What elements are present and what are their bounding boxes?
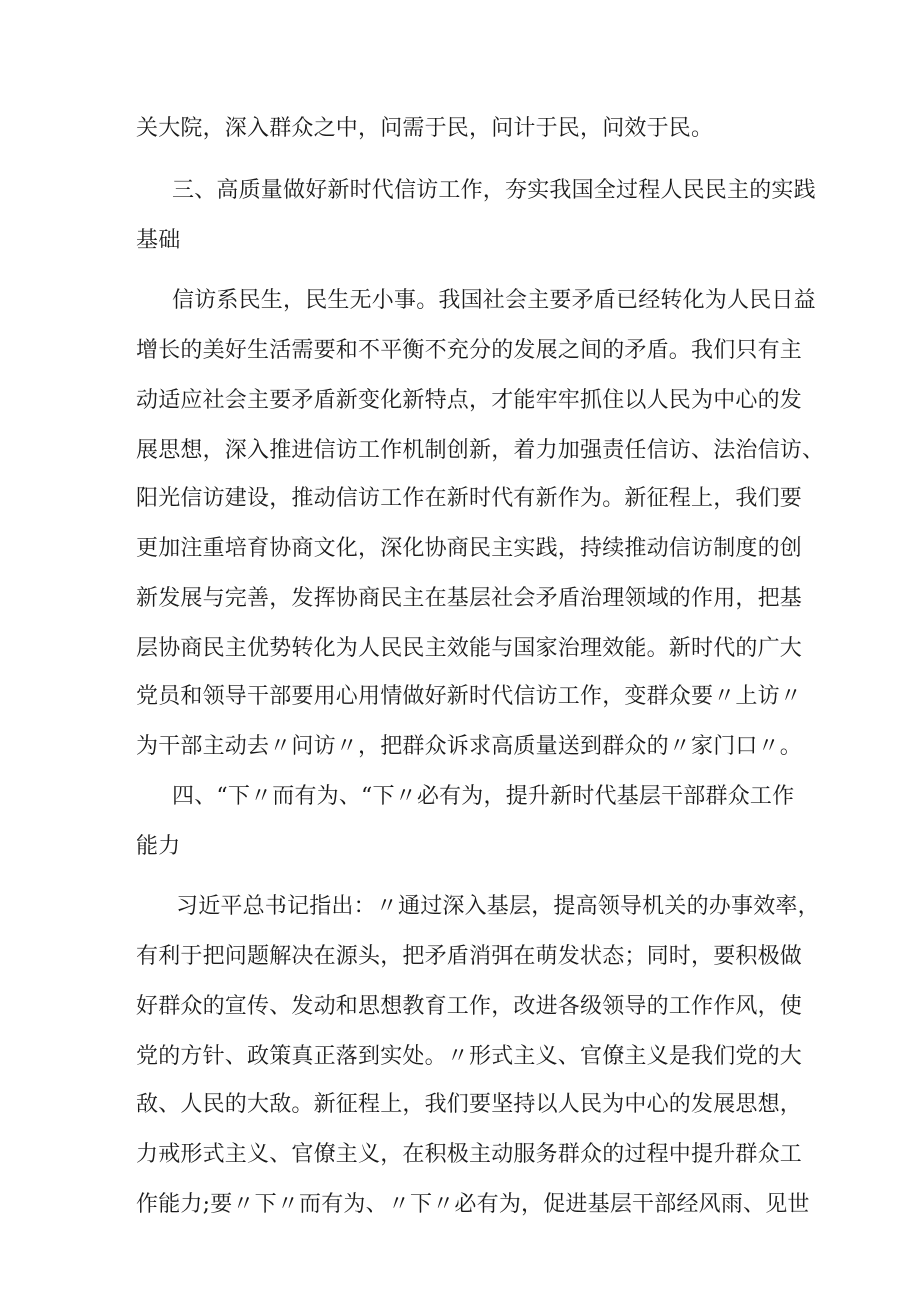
text-line: 展思想，深入推进信访工作机制创新，着力加强责任信访、法治信访、 [136, 438, 825, 463]
section-heading-4: 四、“下〃而有为、“下〃必有为，提升新时代基层干部群众工作 [172, 784, 795, 809]
text-line: 为干部主动去〃问访〃，把群众诉求高质量送到群众的〃家门口〃。 [136, 734, 803, 759]
text-line: 信访系民生，民生无小事。我国社会主要矛盾已经转化为人民日益 [172, 288, 816, 313]
text-line: 有利于把问题解决在源头，把矛盾消弭在萌发状态；同时，要积极做 [136, 944, 803, 969]
text-line: 习近平总书记指出：〃通过深入基层，提高领导机关的办事效率， [176, 894, 820, 919]
text-line: 党的方针、政策真正落到实处。〃形式主义、官僚主义是我们党的大 [136, 1044, 803, 1069]
text-line: 党员和领导干部要用心用情做好新时代信访工作，变群众要〃上访〃 [136, 684, 803, 709]
text-line: 力戒形式主义、官僚主义，在积极主动服务群众的过程中提升群众工 [136, 1142, 803, 1167]
section-heading-3-cont: 基础 [136, 228, 181, 253]
text-line: 更加注重培育协商文化，深化协商民主实践，持续推动信访制度的创 [136, 536, 803, 561]
text-line: 阳光信访建设，推动信访工作在新时代有新作为。新征程上，我们要 [136, 486, 803, 511]
text-line: 动适应社会主要矛盾新变化新特点，才能牢牢抓住以人民为中心的发 [136, 388, 803, 413]
text-line: 关大院，深入群众之中，问需于民，问计于民，问效于民。 [136, 116, 714, 141]
text-line: 新发展与完善，发挥协商民主在基层社会矛盾治理领域的作用，把基 [136, 586, 803, 611]
section-heading-4-cont: 能力 [136, 834, 181, 859]
text-line: 作能力;要〃下〃而有为、〃下〃必有为，促进基层干部经风雨、见世 [136, 1192, 810, 1217]
text-line: 敌、人民的大敌。新征程上，我们要坚持以人民为中心的发展思想， [136, 1092, 803, 1117]
text-line: 增长的美好生活需要和不平衡不充分的发展之间的矛盾。我们只有主 [136, 338, 803, 363]
section-heading-3: 三、高质量做好新时代信访工作，夯实我国全过程人民民主的实践 [172, 178, 816, 203]
text-line: 层协商民主优势转化为人民民主效能与国家治理效能。新时代的广大 [136, 636, 803, 661]
text-line: 好群众的宣传、发动和思想教育工作，改进各级领导的工作作风，使 [136, 994, 803, 1019]
